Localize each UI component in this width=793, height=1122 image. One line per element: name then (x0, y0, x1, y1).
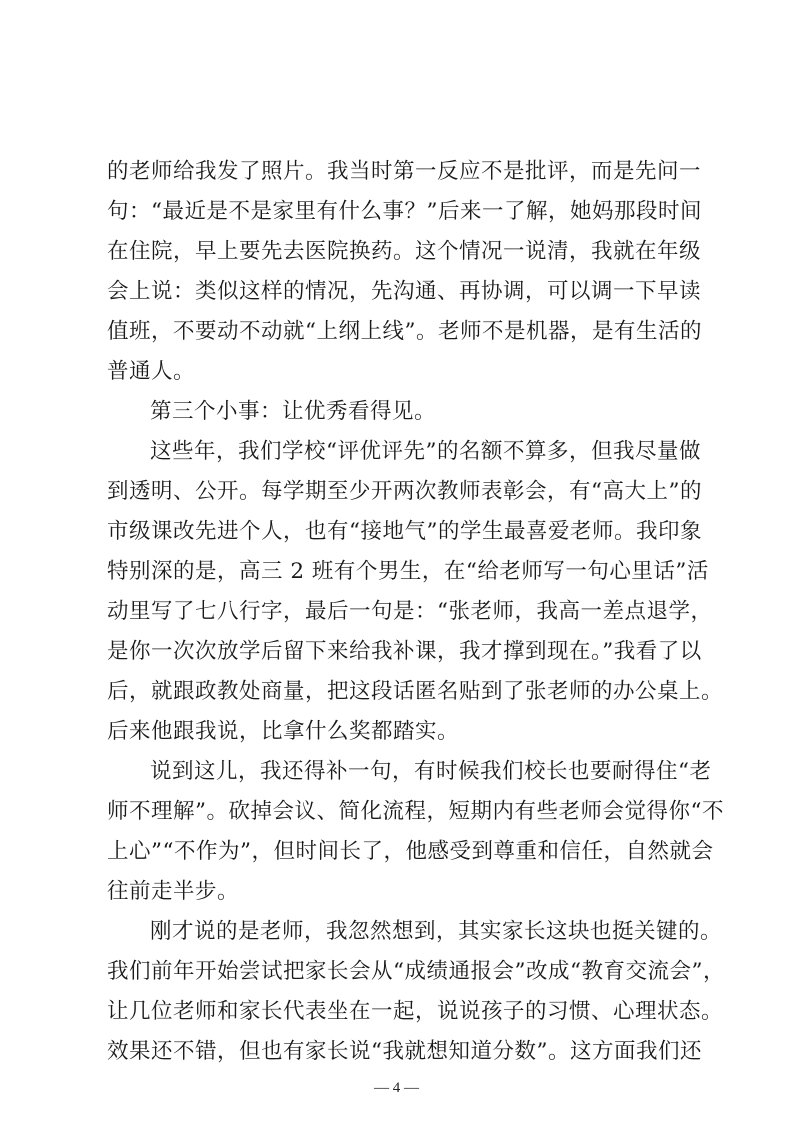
text-line: 值班，不要动不动就“上纲上线”。老师不是机器，是有生活的 (107, 319, 702, 344)
text-line: 让几位老师和家长代表坐在一起，说说孩子的习惯、心理状态。 (107, 999, 724, 1024)
text-line: 我们前年开始尝试把家长会从“成绩通报会”改成“教育交流会”， (107, 959, 725, 984)
text-line: 上心”“不作为”，但时间长了，他感受到尊重和信任，自然就会 (107, 839, 714, 864)
text-line: 往前走半步。 (107, 879, 240, 904)
text-line: 师不理解”。砍掉会议、简化流程，短期内有些老师会觉得你“不 (107, 799, 724, 824)
text-line: 的老师给我发了照片。我当时第一反应不是批评，而是先问一 (107, 159, 702, 184)
text-line: 这些年，我们学校“评优评先”的名额不算多，但我尽量做 (150, 439, 701, 464)
text-line: 特别深的是，高三 2 班有个男生，在“给老师写一句心里话”活 (107, 559, 709, 584)
text-line: 后，就跟政教处商量，把这段话匿名贴到了张老师的办公桌上。 (107, 679, 724, 704)
text-line: 是你一次次放学后留下来给我补课，我才撑到现在。”我看了以 (107, 639, 702, 664)
text-line: 刚才说的是老师，我忽然想到，其实家长这块也挺关键的。 (150, 919, 723, 944)
text-line: 会上说：类似这样的情况，先沟通、再协调，可以调一下早读 (107, 279, 702, 304)
text-line: 后来他跟我说，比拿什么奖都踏实。 (107, 719, 460, 744)
page-number: — 4 — (374, 1080, 419, 1096)
text-line: 市级课改先进个人，也有“接地气”的学生最喜爱老师。我印象 (107, 519, 702, 544)
text-line: 第三个小事：让优秀看得见。 (150, 399, 437, 424)
text-line: 效果还不错，但也有家长说“我就想知道分数”。这方面我们还 (107, 1039, 702, 1064)
text-line: 普通人。 (107, 359, 196, 384)
text-line: 在住院，早上要先去医院换药。这个情况一说清，我就在年级 (107, 239, 702, 264)
text-line: 句：“最近是不是家里有什么事？”后来一了解，她妈那段时间 (107, 199, 702, 224)
text-line: 动里写了七八行字，最后一句是：“张老师，我高一差点退学， (107, 599, 713, 624)
text-line: 说到这儿，我还得补一句，有时候我们校长也要耐得住“老 (150, 759, 712, 784)
text-line: 到透明、公开。每学期至少开两次教师表彰会，有“高大上”的 (107, 479, 702, 504)
